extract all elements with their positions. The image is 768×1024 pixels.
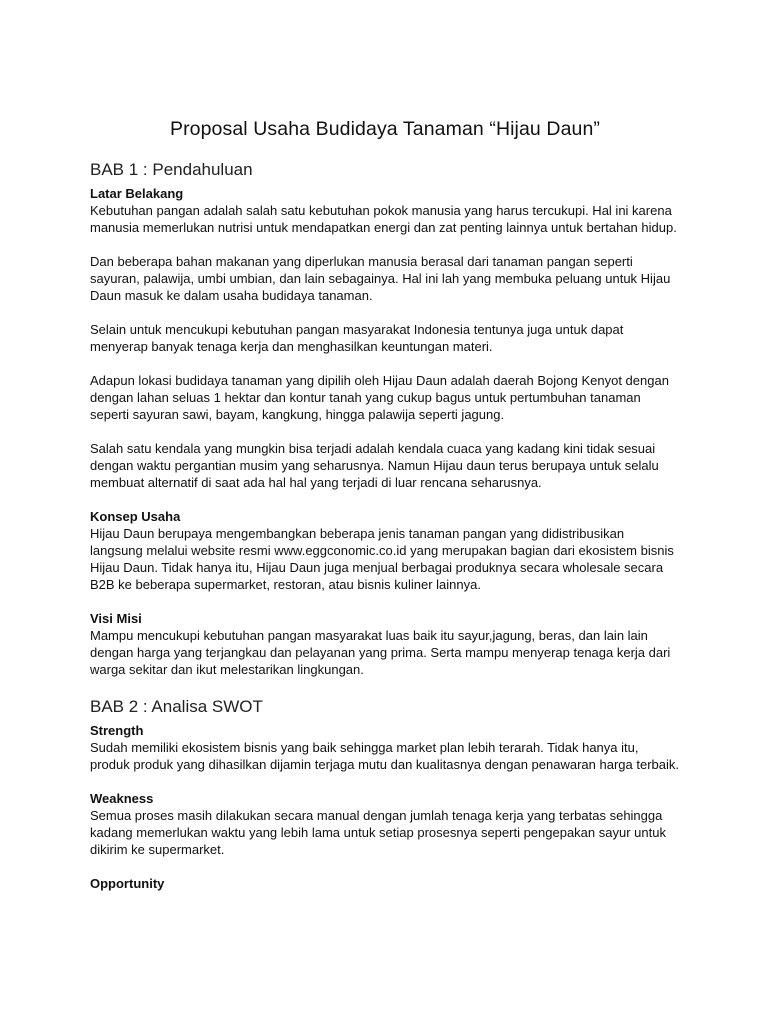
konsep-usaha-paragraph: Hijau Daun berupaya mengembangkan beberapa jenis tanaman pangan yang didistribusikan langsung melalui website resmi www.eggconomic.co.id yang merupakan bagian dari ekosistem bisnis Hijau Daun. Tidak hanya itu, Hijau Daun juga menjual berbagai produknya secara wholesale secara B2B ke beberapa supermarket, restoran, atau bisnis kuliner lainnya. <box>90 526 674 592</box>
section-heading-strength: Strength <box>90 723 144 738</box>
section-heading-opportunity: Opportunity <box>90 876 165 891</box>
section-heading-weakness: Weakness <box>90 791 154 806</box>
section-heading-konsep-usaha: Konsep Usaha <box>90 509 181 524</box>
chapter-heading-bab-1: BAB 1 : Pendahuluan <box>90 160 253 179</box>
latar-belakang-paragraph-4: Adapun lokasi budidaya tanaman yang dipilih oleh Hijau Daun adalah daerah Bojong Kenyot dengan dengan lahan seluas 1 hektar dan kontur tanah yang cukup bagus untuk pertumbuhan tanaman seperti sayuran sawi, bayam, kangkung, hingga palawija seperti jagung. <box>90 373 669 422</box>
document-title: Proposal Usaha Budidaya Tanaman “Hijau Daun” <box>169 118 601 140</box>
visi-misi-paragraph: Mampu mencukupi kebutuhan pangan masyarakat luas baik itu sayur,jagung, beras, dan lain lain dengan harga yang terjangkau dan pelayanan yang prima. Serta mampu menyerap tenaga kerja dari warga sekitar dan ikut melestarikan lingkungan. <box>90 628 671 677</box>
chapter-heading-bab-2: BAB 2 : Analisa SWOT <box>90 697 263 716</box>
strength-paragraph: Sudah memiliki ekosistem bisnis yang baik sehingga market plan lebih terarah. Tidak hanya itu, produk produk yang dihasilkan dijamin terjaga mutu dan kualitasnya dengan penawaran harga terbaik. <box>90 740 679 772</box>
section-heading-visi-misi: Visi Misi <box>90 611 142 626</box>
section-heading-latar-belakang: Latar Belakang <box>90 186 184 201</box>
latar-belakang-paragraph-3: Selain untuk mencukupi kebutuhan pangan masyarakat Indonesia tentunya juga untuk dapat menyerap banyak tenaga kerja dan menghasilkan keuntungan materi. <box>90 322 624 354</box>
latar-belakang-paragraph-1: Kebutuhan pangan adalah salah satu kebutuhan pokok manusia yang harus tercukupi. Hal ini karena manusia memerlukan nutrisi untuk mendapatkan energi dan zat penting lainnya untuk bertahan hidup. <box>90 203 677 235</box>
weakness-paragraph: Semua proses masih dilakukan secara manual dengan jumlah tenaga kerja yang terbatas sehingga kadang memerlukan waktu yang lebih lama untuk setiap prosesnya seperti pengepakan sayur untuk dikirim ke supermarket. <box>90 808 666 857</box>
latar-belakang-paragraph-5: Salah satu kendala yang mungkin bisa terjadi adalah kendala cuaca yang kadang kini tidak sesuai dengan waktu pergantian musim yang seharusnya. Namun Hijau daun terus berupaya untuk selalu membuat alternatif di saat ada hal hal yang terjadi di luar rencana seharusnya. <box>90 441 659 490</box>
document-content <box>90 116 680 892</box>
latar-belakang-paragraph-2: Dan beberapa bahan makanan yang diperlukan manusia berasal dari tanaman pangan seperti sayuran, palawija, umbi umbian, dan lain sebagainya. Hal ini lah yang membuka peluang untuk Hijau Daun masuk ke dalam usaha budidaya tanaman. <box>90 254 671 303</box>
